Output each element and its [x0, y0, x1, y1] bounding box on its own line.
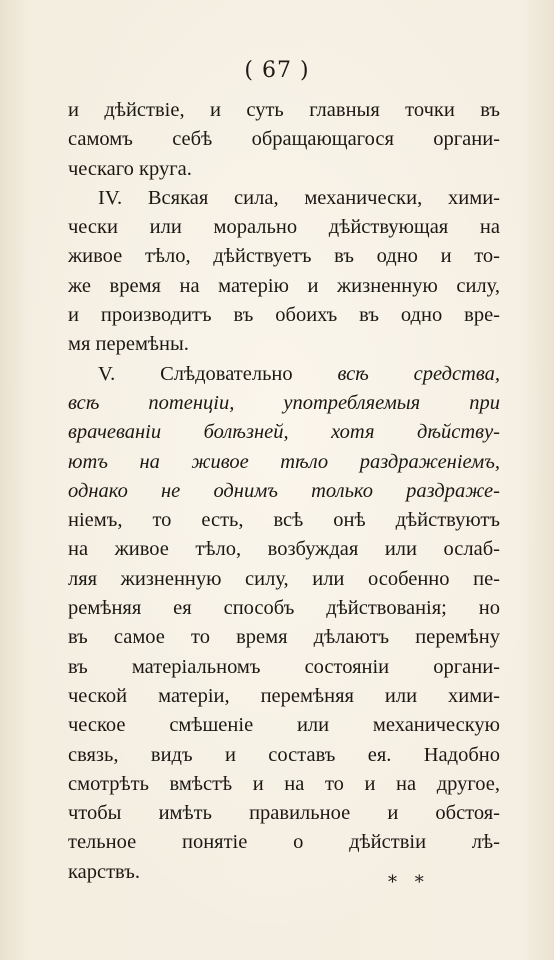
text-line: ляя жизненную силу, или особенно пе-	[68, 567, 500, 590]
text-line: ніемъ, то есть, всѣ онѣ дѣйствуютъ	[68, 509, 500, 532]
text-line: смотрѣть вмѣстѣ и на то и на другое,	[68, 772, 500, 795]
text-line: ютъ на живое тѣло раздраженіемъ,	[68, 450, 500, 473]
text-line: чтобы имѣть правильное и обстоя-	[68, 802, 500, 825]
text-line: и дѣйствіе, и суть главныя точки въ	[68, 99, 500, 121]
text-line: связь, видъ и составъ ея. Надобно	[68, 743, 500, 766]
text-line: мя перемѣны.	[68, 333, 189, 356]
text-line: же время на матерію и жизненную силу,	[68, 274, 500, 297]
text-line: IV. Всякая сила, механически, хими-	[98, 186, 500, 209]
text-line: на живое тѣло, возбуждая или ослаб-	[68, 538, 500, 561]
text-line: всѣ потенціи, употребляемыя при	[68, 391, 500, 414]
page-text	[68, 96, 500, 887]
text-line	[68, 360, 500, 389]
page-number: ( 67 )	[244, 58, 310, 83]
text-line: карствъ.	[68, 860, 140, 883]
section-ornament: * *	[388, 872, 430, 893]
italic-phrase: всѣ средства,	[337, 362, 500, 385]
text-line: въ самое то время дѣлаютъ перемѣну	[68, 626, 500, 649]
text-line: ческаго круга.	[68, 157, 192, 180]
text-line: живое тѣло, дѣйствуетъ въ одно и то-	[68, 245, 500, 268]
text-line: однако не однимъ только раздраже-	[68, 479, 500, 502]
text-line-part: V. Слѣдовательно	[98, 362, 293, 385]
text-line: ческой матеріи, перемѣняя или хими-	[68, 684, 500, 707]
text-line: въ матеріальномъ состояніи органи-	[68, 655, 500, 678]
text-line: тельное понятіе о дѣйствіи лѣ-	[68, 831, 500, 854]
text-line: ческое смѣшеніе или механическую	[68, 714, 500, 737]
text-line: и производитъ въ обоихъ въ одно вре-	[68, 304, 500, 327]
text-line: самомъ себѣ обращающагося органи-	[68, 128, 500, 151]
text-line: ремѣняя ея способъ дѣйствованія; но	[68, 597, 500, 620]
text-line: чески или морально дѣйствующая на	[68, 216, 500, 239]
text-line: врачеваніи болѣзней, хотя дѣйству-	[68, 421, 500, 444]
